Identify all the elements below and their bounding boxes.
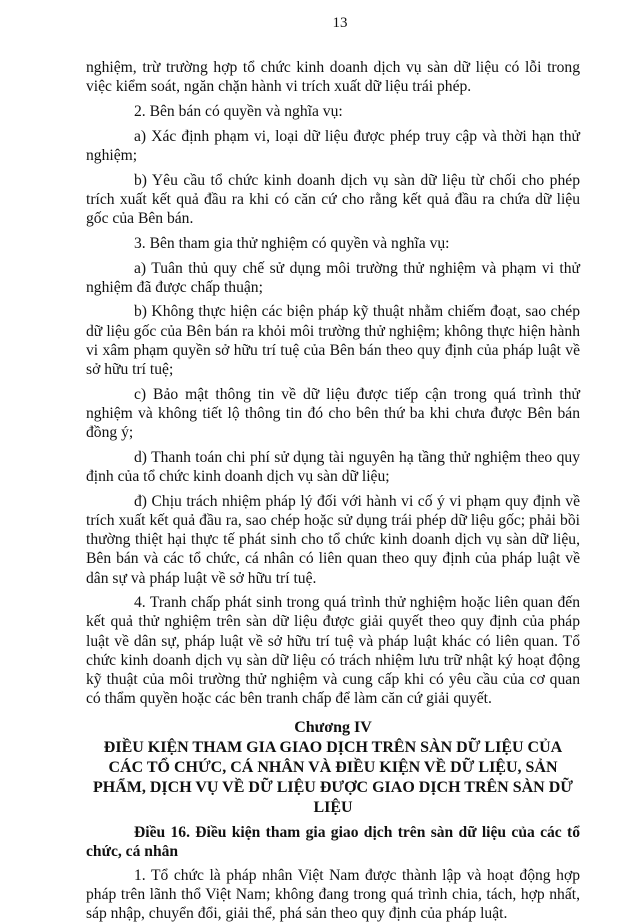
clause-2b: b) Yêu cầu tổ chức kinh doanh dịch vụ sàn dữ liệu từ chối cho phép trích xuất kết quả đầu ra khi có căn cứ cho rằng kết quả đầu ra chứa dữ liệu gốc của Bên bán. (86, 171, 580, 228)
article-title: Điều 16. Điều kiện tham gia giao dịch trên sàn dữ liệu của các tổ chức, cá nhân (86, 823, 580, 860)
clause-3a: a) Tuân thủ quy chế sử dụng môi trường thử nghiệm và phạm vi thử nghiệm đã được chấp thuận; (86, 259, 580, 296)
chapter-heading (86, 718, 580, 818)
clause-4: 4. Tranh chấp phát sinh trong quá trình thử nghiệm hoặc liên quan đến kết quả thử nghiệm trên sàn dữ liệu được giải quyết theo quy định của pháp luật về dân sự, pháp luật về sở hữu trí tuệ và pháp luật khác có liên quan. Tổ chức kinh doanh dịch vụ sàn dữ liệu có trách nhiệm lưu trữ nhật ký hoạt động kỹ thuật của môi trường thử nghiệm và cung cấp khi có yêu cầu của cơ quan có thẩm quyền hoặc các bên tranh chấp để làm căn cứ giải quyết. (86, 594, 580, 708)
chapter-label: Chương IV (294, 718, 372, 736)
clause-3c: c) Bảo mật thông tin về dữ liệu được tiếp cận trong quá trình thử nghiệm và không tiết lộ thông tin đó cho bên thứ ba khi chưa được Bên bán đồng ý; (86, 385, 580, 442)
clause-3b: b) Không thực hiện các biện pháp kỹ thuật nhằm chiếm đoạt, sao chép dữ liệu gốc của Bên bán ra khỏi môi trường thử nghiệm; không thực hiện hành vi xâm phạm quyền sở hữu trí tuệ của Bên bán theo quy định của pháp luật về sở hữu trí tuệ; (86, 303, 580, 379)
page-number: 13 (332, 15, 348, 31)
paragraph-continuation: nghiệm, trừ trường hợp tổ chức kinh doanh dịch vụ sàn dữ liệu có lỗi trong việc kiểm soát, ngăn chặn hành vi trích xuất dữ liệu trái phép. (86, 59, 580, 96)
clause-3: 3. Bên tham gia thử nghiệm có quyền và nghĩa vụ: (134, 234, 450, 252)
clause-3dd: đ) Chịu trách nhiệm pháp lý đối với hành vi cố ý vi phạm quy định về trích xuất kết quả đầu ra, sao chép hoặc sử dụng trái phép dữ liệu gốc; phải bồi thường thiệt hại thực tế phát sinh cho tổ chức kinh doanh dịch vụ sàn dữ liệu, Bên bán và các tổ chức, cá nhân có liên quan theo quy định của pháp luật về dân sự và pháp luật về sở hữu trí tuệ. (86, 492, 580, 587)
article-clause-1: 1. Tổ chức là pháp nhân Việt Nam được thành lập và hoạt động hợp pháp trên lãnh thổ Việt Nam; không đang trong quá trình chia, tách, hợp nhất, sáp nhập, chuyển đổi, giải thể, phá sản theo quy định của pháp luật. (86, 866, 580, 923)
chapter-title: ĐIỀU KIỆN THAM GIA GIAO DỊCH TRÊN SÀN DỮ LIỆU CỦA CÁC TỔ CHỨC, CÁ NHÂN VÀ ĐIỀU KIỆN VỀ DỮ LIỆU, SẢN PHẨM, DỊCH VỤ VỀ DỮ LIỆU ĐƯỢC GIAO DỊCH TRÊN SÀN DỮ LIỆU (92, 738, 574, 816)
clause-3d: d) Thanh toán chi phí sử dụng tài nguyên hạ tầng thử nghiệm theo quy định của tổ chức kinh doanh dịch vụ sàn dữ liệu; (86, 448, 580, 486)
clause-2a: a) Xác định phạm vi, loại dữ liệu được phép truy cập và thời hạn thử nghiệm; (86, 127, 580, 165)
clause-2: 2. Bên bán có quyền và nghĩa vụ: (134, 103, 343, 121)
